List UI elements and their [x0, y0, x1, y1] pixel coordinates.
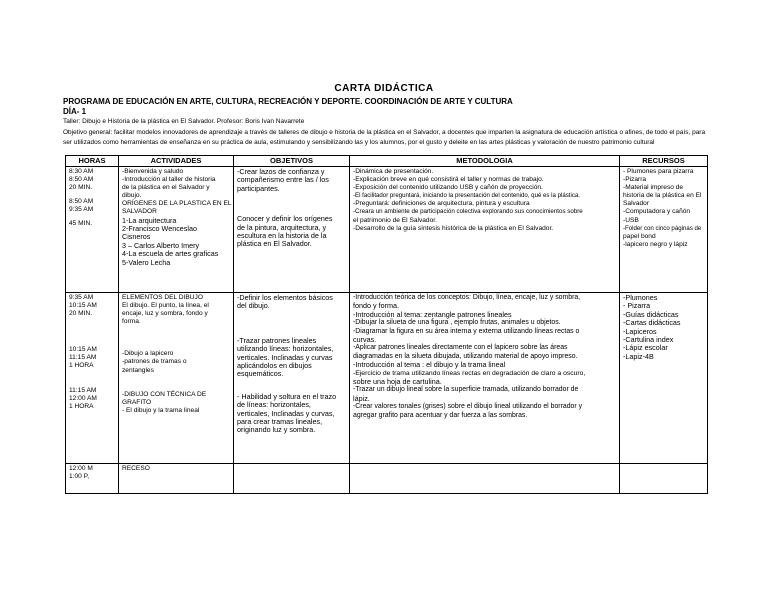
hora-text: 20 MIN.: [69, 184, 93, 192]
metodologia-text: -Introducción al tema: zentangle patrones lineales: [353, 309, 512, 319]
metodologia-text: -Crear valores tonales (grises) sobre el dibujo lineal utilizando el borrador y: [353, 403, 583, 411]
program-heading: PROGRAMA DE EDUCACIÓN EN ARTE, CULTURA, RECREACIÓN Y DEPORTE. COORDINACIÓN DE ARTE Y CULTURA: [63, 97, 513, 106]
row3-actividad: [119, 464, 234, 494]
table-row: [66, 167, 708, 293]
objetivo-text: de la pintura, arquitectura, y: [237, 222, 327, 232]
objetivo-text: del dibujo.: [237, 301, 270, 311]
hora-text: 11:15 AM: [69, 386, 97, 394]
hora-text: 8:50 AM: [69, 198, 94, 206]
metodologia-text: -Introducción al tema : el dibujo y la trama lineal: [353, 360, 506, 370]
actividad-text: El dibujo. El punto, la línea, el: [122, 302, 209, 310]
objetivo-text: utilizando líneas: horizontales,: [237, 344, 334, 354]
actividad-text: forma.: [122, 318, 141, 326]
actividad-text: - El dibujo y la trama lineal: [122, 406, 200, 414]
recurso-text: -Cartas didácticas: [623, 318, 681, 328]
actividad-text: -patrones de tramas o: [122, 358, 187, 366]
metodologia-text: -Dibujar la silueta de una figura , ejemplo frutas, animales u objetos.: [353, 319, 561, 327]
hora-text: 20 MIN.: [69, 310, 93, 318]
actividad-text: de la plástica en el Salvador y: [122, 184, 210, 192]
objetivo-text: Conocer y definir los orígenes: [237, 214, 333, 224]
header-objetivos: OBJETIVOS: [234, 156, 350, 167]
metodologia-text: -Preguntará: definiciones de arquitectura, pintura y escultura: [353, 200, 530, 208]
actividad-text: encaje, luz y sombra, fondo y: [122, 310, 208, 318]
recurso-text: historia de la plástica en El: [623, 192, 702, 200]
row2-recursos: [620, 293, 708, 464]
objetivo-text: escultura en la historia de la: [237, 231, 327, 241]
workshop-line: Taller: Dibujo e Historia de la plástica en El Salvador. Profesor: Boris Ivan Navarrete: [63, 118, 305, 125]
document-title: CARTA DIDÁCTICA: [334, 83, 434, 94]
actividad-text: ELEMENTOS DEL DIBUJO: [122, 294, 203, 301]
actividad-text: 1-La arquitectura: [122, 215, 177, 225]
hora-text: 11:15 AM: [69, 354, 97, 362]
row1-recursos: [620, 167, 708, 293]
recurso-text: -Plumones: [623, 293, 658, 302]
metodologia-text: sobre una hoja de cartulina.: [353, 377, 442, 387]
metodologia-text: -El facilitador preguntará, iniciando la presentación del contenido, qué es la plástica.: [353, 192, 580, 200]
actividad-text: GRAFITO: [122, 398, 152, 406]
metodologia-text: agregar grafito para acentuar y dar fuerza a las sombras.: [353, 411, 528, 419]
recurso-text: -USB: [623, 216, 639, 224]
didactic-table: [65, 155, 708, 494]
hora-text: 1:00 P,: [69, 473, 90, 481]
row3-metodologia: [350, 464, 620, 494]
metodologia-text: -Trazar un dibujo lineal sobre la superficie tramada, utilizando borrador de: [353, 386, 579, 394]
recurso-text: -Computadora y cañón: [623, 208, 691, 216]
objetivo-text: - Habilidad y soltura en el trazo: [237, 391, 337, 401]
metodologia-text: -Diagramar la figura en su área interna y externa utilizando líneas rectas o: [353, 327, 580, 335]
objetivo-text: -Crear lazos de confianza y: [237, 167, 325, 176]
metodologia-text: -Introducción teórica de los conceptos: Dibujo, línea, encaje, luz y sombra,: [353, 294, 581, 301]
recurso-text: -Pizarra: [623, 176, 647, 184]
recurso-text: -Lápiz escolar: [623, 343, 668, 353]
metodologia-text: -Creara un ambiente de participación colectiva explorando sus conocimientos sobre: [353, 208, 583, 216]
header-metodologia: METODOLOGIA: [350, 156, 620, 167]
row2-horas: [66, 293, 119, 464]
row3-objetivos: [234, 464, 350, 494]
metodologia-text: diagramadas en la silueta dibujada, utilizando material de apoyo impreso.: [353, 352, 578, 360]
hora-text: 9:35 AM: [69, 294, 94, 301]
general-objective: Objetivo general: facilitar modelos innovadores de aprendizaje a través de talleres de dibujo e historia de la plástica en el Salvador, a docentes que imparten la asignatura de educación artística o afines, de todo el país, para ser utilizados como herramientas de enseñanza en su práctica de aula, estimulando y sensibilizando las y los alumnos, por el gusto y deleite en las artes plásticas y valoración de nuestro patrimonio cultural: [63, 129, 706, 146]
metodologia-text: -Desarrollo de la guía síntesis histórica de la plástica en El Salvador.: [353, 224, 554, 232]
actividad-text: -Bienvenida y saludo: [122, 168, 184, 175]
recurso-text: Salvador: [623, 200, 650, 208]
recurso-text: -lapicero negro y lápiz: [623, 240, 688, 248]
metodologia-text: fondo y forma.: [353, 301, 399, 311]
row2-actividades: [119, 293, 234, 464]
day-heading: DÍA- 1: [63, 107, 87, 116]
actividad-text: 3 – Carlos Alberto Imery: [122, 240, 200, 250]
hora-text: 8:30 AM: [69, 168, 94, 175]
row3-recursos: [620, 464, 708, 494]
metodologia-text: -Ejercicio de trama utilizando líneas rectas en degradación de claro a oscuro,: [353, 369, 586, 377]
row1-horas: [66, 167, 119, 293]
objetivo-text: aplicándolos en dibujos: [237, 361, 312, 371]
header-horas: HORAS: [66, 156, 119, 167]
objetivo-text: esquemáticos.: [237, 369, 284, 379]
row1-objetivos: [234, 167, 350, 293]
metodologia-text: lápiz.: [353, 393, 370, 403]
actividad-text: 5-Valero Lecha: [122, 257, 171, 267]
hora-text: 10:15 AM: [69, 346, 97, 354]
hora-text: 1 HORA: [69, 362, 94, 370]
hora-text: 1 HORA: [69, 402, 94, 410]
metodologia-text: el patrimonio de El Salvador.: [353, 216, 437, 224]
table-header-row: [66, 156, 708, 167]
recurso-text: -Guías didácticas: [623, 309, 679, 319]
objetivo-text: -Trazar patrones lineales: [237, 335, 317, 345]
recurso-text: -Folder con cinco páginas de: [623, 224, 702, 232]
actividad-text: ORÍGENES DE LA PLASTICA EN EL: [122, 200, 232, 208]
actividad-text: 2-Francisco Wenceslao: [122, 223, 197, 233]
recurso-text: papel bond: [623, 232, 656, 240]
actividad-text: 4-La escuela de artes graficas: [122, 249, 219, 259]
actividad-text: -Introducción al taller de historia: [122, 176, 216, 184]
metodologia-text: curvas.: [353, 335, 377, 345]
hora-text: 8:50 AM: [69, 176, 94, 184]
objetivo-text: originando luz y sombra.: [237, 425, 316, 435]
metodologia-text: -Dinámica de presentación.: [353, 168, 434, 175]
actividad-text: dibujo.: [122, 192, 142, 200]
actividad-text: Cisneros: [122, 232, 151, 242]
actividad-text: -Dibujo a lapicero: [122, 350, 174, 358]
objetivo-text: -Definir los elementos básicos: [237, 293, 333, 302]
recurso-text: -Material impreso de: [623, 184, 684, 192]
row3-horas: [66, 464, 119, 494]
recurso-text: -Cartulina index: [623, 335, 674, 345]
objetivo-text: de líneas: horizontales,: [237, 400, 311, 410]
objetivo-text: verticales, Inclinadas y curvas,: [237, 408, 335, 418]
row2-metodologia: [350, 293, 620, 464]
objetivo-text: compañerismo entre las / los: [237, 175, 329, 185]
actividad-text: zentangles: [122, 366, 154, 374]
table-row: [66, 464, 708, 494]
metodologia-text: -Aplicar patrones lineales directamente con el lapicero sobre las áreas: [353, 344, 568, 352]
hora-text: 10:15 AM: [69, 302, 97, 310]
actividad-text: -DIBUJO CON TÉCNICA DE: [122, 390, 207, 398]
row2-objetivos: [234, 293, 350, 464]
header-recursos: RECURSOS: [620, 156, 708, 167]
objetivo-text: para crear tramas lineales,: [237, 417, 323, 427]
actividad-text: RECESO: [122, 465, 150, 472]
table-row: [66, 293, 708, 464]
recurso-text: - Plumones para pizarra: [623, 168, 694, 175]
objetivo-text: plástica en El Salvador.: [237, 239, 312, 249]
row1-metodologia: [350, 167, 620, 293]
recurso-text: -Lapiz-4B: [623, 351, 654, 361]
actividad-text: SALVADOR: [122, 208, 157, 216]
hora-text: 12:00 M: [69, 465, 93, 472]
metodologia-text: -Exposición del contenido utilizando USB y cañón de proyección.: [353, 184, 543, 192]
header-actividades: ACTIVIDADES: [119, 156, 234, 167]
row1-actividades: [119, 167, 234, 293]
recurso-text: -Lapiceros: [623, 326, 657, 336]
recurso-text: - Pizarra: [623, 301, 651, 311]
objetivo-text: verticales. Inclinadas y curvas: [237, 352, 333, 362]
hora-text: 9:35 AM: [69, 206, 94, 214]
objetivo-text: participantes.: [237, 183, 280, 193]
metodologia-text: -Explicación breve en qué consistirá el taller y normas de trabajo.: [353, 176, 544, 184]
hora-text: 12:00 AM: [69, 394, 97, 402]
hora-text: 45 MIN.: [69, 220, 93, 228]
